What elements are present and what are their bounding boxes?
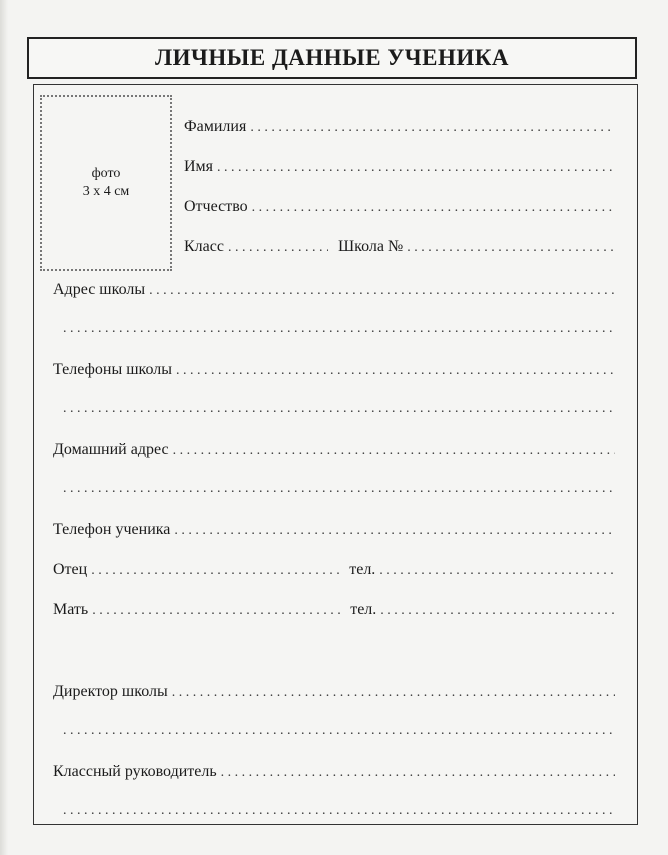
director-field[interactable] bbox=[172, 685, 615, 701]
class-label: Класс bbox=[184, 238, 224, 255]
class-field[interactable] bbox=[228, 240, 328, 256]
class-school-row[interactable] bbox=[184, 238, 614, 256]
school-address-field[interactable] bbox=[149, 283, 615, 299]
school-phones-continuation[interactable] bbox=[63, 401, 615, 417]
page-title: ЛИЧНЫЕ ДАННЫЕ УЧЕНИКА bbox=[154, 45, 510, 70]
home-address-field[interactable] bbox=[173, 443, 615, 459]
father-label: Отец bbox=[53, 561, 88, 578]
photo-label: фото bbox=[91, 166, 121, 181]
director-continuation[interactable] bbox=[63, 723, 615, 739]
class-teacher-field[interactable] bbox=[221, 765, 615, 781]
mother-phone-label: тел. bbox=[350, 601, 377, 618]
school-phones-field-line2[interactable] bbox=[63, 401, 615, 417]
father-field[interactable] bbox=[91, 563, 339, 579]
class-teacher-field-line2[interactable] bbox=[63, 803, 615, 819]
patronymic-field[interactable] bbox=[252, 200, 614, 216]
mother-phone-field[interactable] bbox=[380, 603, 615, 619]
class-teacher-label: Классный руководитель bbox=[53, 763, 217, 780]
surname-row[interactable] bbox=[184, 118, 614, 136]
school-address-row[interactable] bbox=[53, 281, 615, 299]
mother-row[interactable] bbox=[53, 601, 615, 619]
header-box bbox=[27, 37, 637, 79]
name-row[interactable] bbox=[184, 158, 614, 176]
director-row[interactable] bbox=[53, 683, 615, 701]
school-address-field-line2[interactable] bbox=[63, 321, 615, 337]
class-teacher-continuation[interactable] bbox=[63, 803, 615, 819]
father-row[interactable] bbox=[53, 561, 615, 579]
school-address-continuation[interactable] bbox=[63, 321, 615, 337]
photo-placeholder bbox=[40, 95, 172, 271]
student-phone-field[interactable] bbox=[174, 523, 615, 539]
name-field[interactable] bbox=[217, 160, 614, 176]
home-address-field-line2[interactable] bbox=[63, 481, 615, 497]
name-label: Имя bbox=[184, 158, 214, 175]
director-field-line2[interactable] bbox=[63, 723, 615, 739]
student-phone-label: Телефон ученика bbox=[53, 521, 171, 538]
father-phone-field[interactable] bbox=[379, 563, 615, 579]
father-phone-label: тел. bbox=[349, 561, 376, 578]
school-number-field[interactable] bbox=[407, 240, 614, 256]
mother-label: Мать bbox=[53, 601, 89, 618]
home-address-label: Домашний адрес bbox=[53, 441, 169, 458]
school-phones-field[interactable] bbox=[176, 363, 615, 379]
mother-field[interactable] bbox=[92, 603, 340, 619]
photo-size-label: 3 x 4 см bbox=[82, 184, 130, 199]
patronymic-row[interactable] bbox=[184, 198, 614, 216]
patronymic-label: Отчество bbox=[184, 198, 248, 215]
school-address-label: Адрес школы bbox=[53, 281, 146, 298]
home-address-continuation[interactable] bbox=[63, 481, 615, 497]
director-label: Директор школы bbox=[53, 683, 168, 700]
class-teacher-row[interactable] bbox=[53, 763, 615, 781]
school-phones-row[interactable] bbox=[53, 361, 615, 379]
page-binding-edge bbox=[0, 0, 8, 855]
school-number-label: Школа № bbox=[337, 238, 404, 255]
home-address-row[interactable] bbox=[53, 441, 615, 459]
surname-field[interactable] bbox=[250, 120, 614, 136]
surname-label: Фамилия bbox=[184, 118, 247, 135]
school-phones-label: Телефоны школы bbox=[53, 361, 173, 378]
student-phone-row[interactable] bbox=[53, 521, 615, 539]
